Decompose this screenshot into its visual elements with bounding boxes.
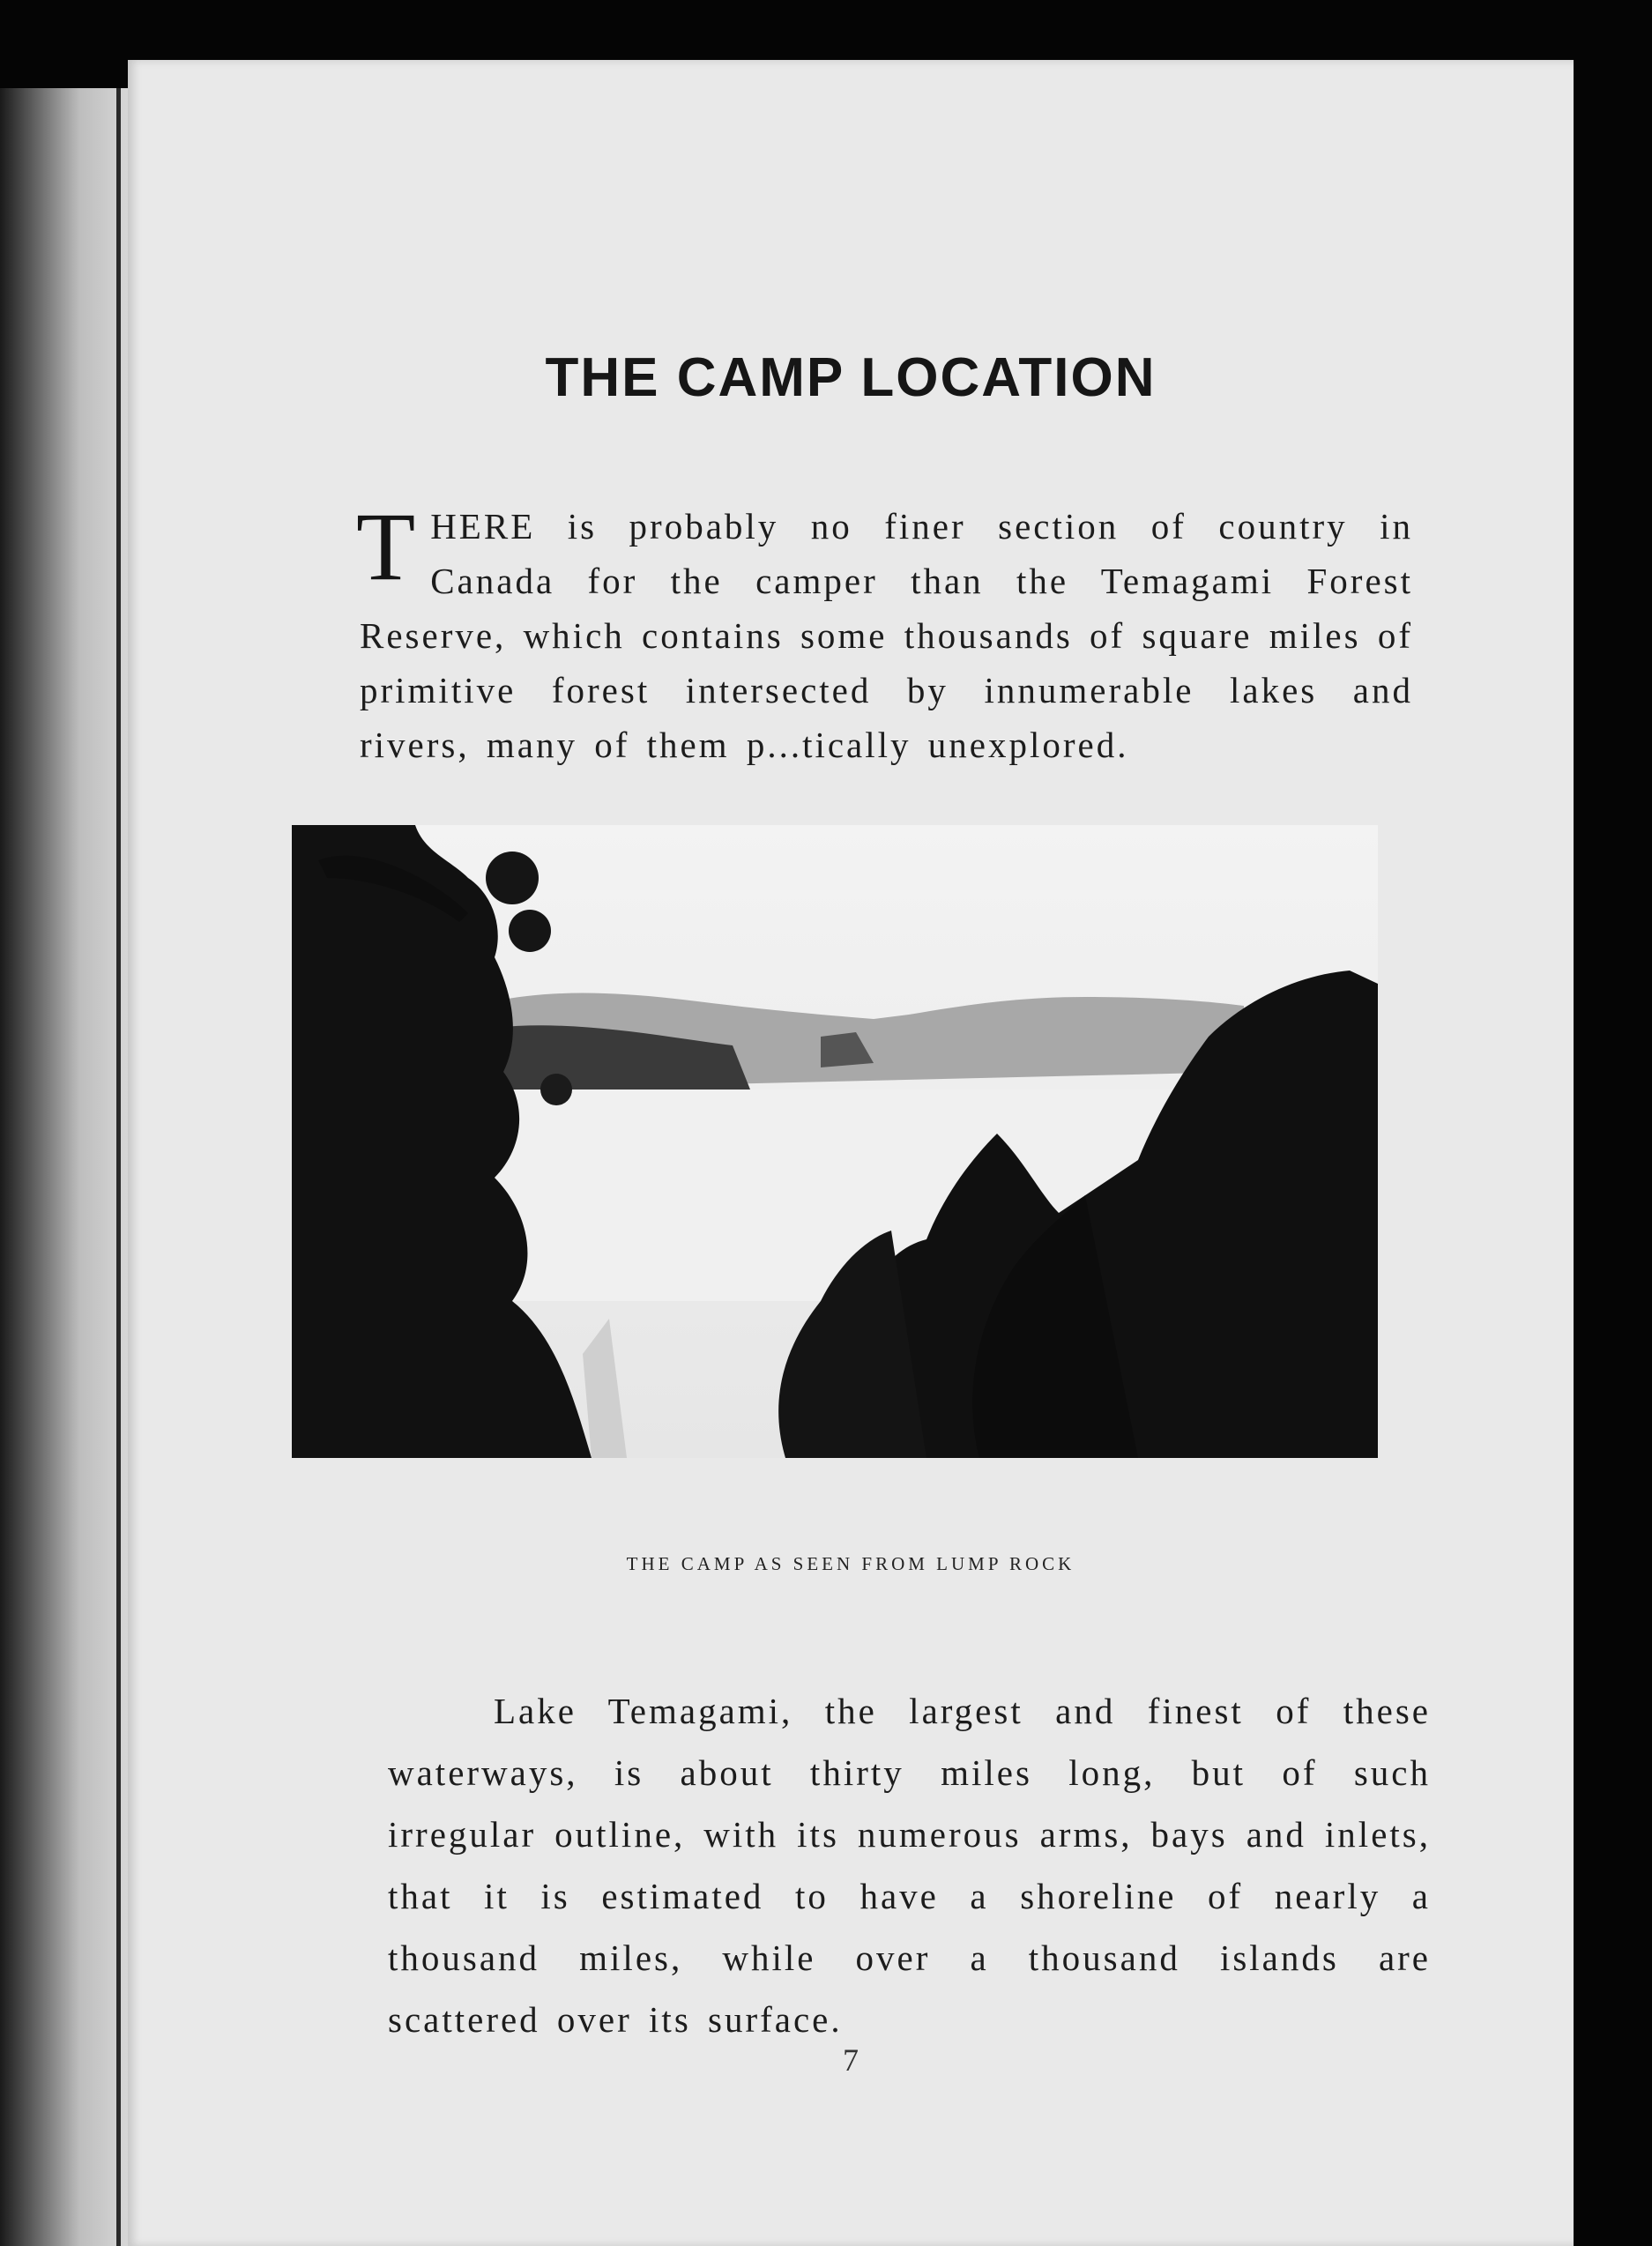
book-page bbox=[128, 60, 1574, 2246]
intro-text: HERE is probably no finer section of country in Canada for the camper than the Temagami Forest Reserve, which contains some thousands of square miles of primitive forest intersected by innumerable lakes and rivers, many of them p...tically unexplored. bbox=[360, 506, 1413, 765]
page-title: THE CAMP LOCATION bbox=[545, 347, 1157, 408]
body-paragraph: Lake Temagami, the largest and finest of these waterways, is about thirty miles long, but of such irregular outline, with its numerous arms, bays and inlets, that it is estimated to have a shoreline of nearly a thousand miles, while over a thousand islands are scattered over its surface. bbox=[388, 1691, 1431, 2040]
photo-caption: THE CAMP AS SEEN FROM LUMP ROCK bbox=[626, 1553, 1075, 1574]
left-page-edge bbox=[0, 88, 132, 2246]
page-number: 7 bbox=[843, 2042, 859, 2078]
intro-paragraph bbox=[356, 493, 1413, 772]
book-binding bbox=[116, 88, 121, 2246]
drop-cap: T bbox=[356, 493, 419, 600]
camp-photograph bbox=[292, 825, 1378, 1458]
photo-illustration bbox=[292, 825, 1378, 1458]
